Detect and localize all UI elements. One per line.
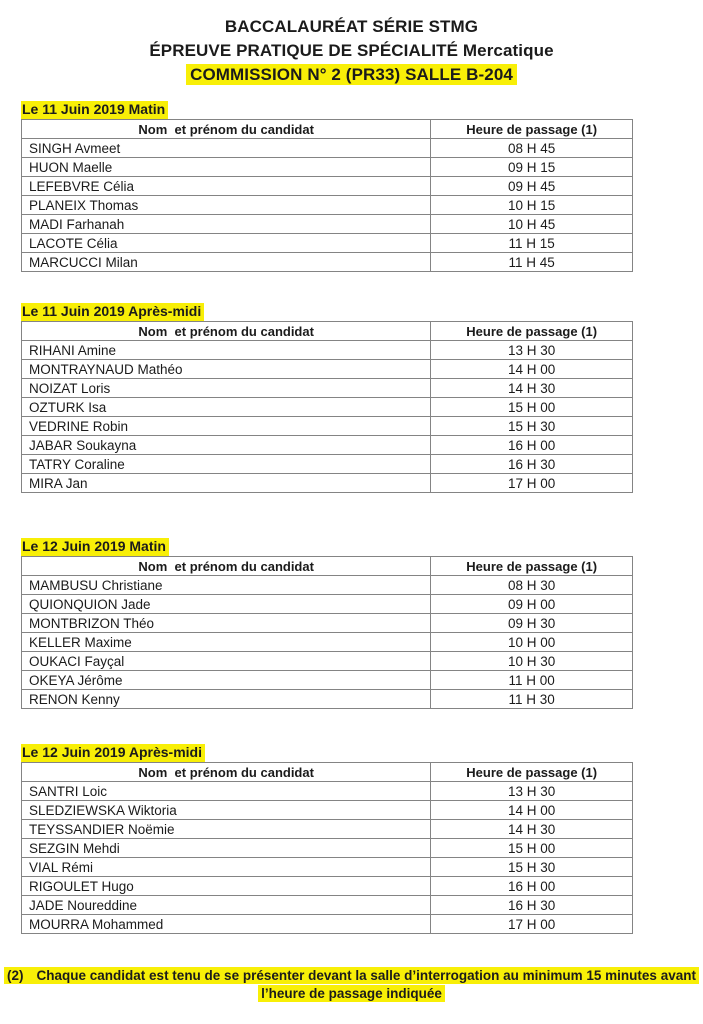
footnote-text-2: l’heure de passage indiquée — [258, 985, 445, 1002]
table-row — [22, 455, 633, 474]
title-line-subject: ÉPREUVE PRATIQUE DE SPÉCIALITÉ Mercatique — [149, 41, 554, 60]
passage-time-cell: 14 H 30 — [431, 820, 633, 839]
passage-time-cell: 16 H 30 — [431, 896, 633, 915]
candidate-name-cell: MADI Farhanah — [22, 215, 431, 234]
table-row — [22, 690, 633, 709]
column-header-name: Nom et prénom du candidat — [22, 120, 431, 139]
footnote-marker: (2) — [7, 968, 24, 983]
session-label: Le 12 Juin 2019 Matin — [21, 538, 169, 556]
column-header-name: Nom et prénom du candidat — [22, 763, 431, 782]
passage-time-cell: 09 H 45 — [431, 177, 633, 196]
candidate-name-cell: QUIONQUION Jade — [22, 595, 431, 614]
table-row — [22, 782, 633, 801]
table-header-row — [22, 322, 633, 341]
candidate-name-cell: MONTBRIZON Théo — [22, 614, 431, 633]
passage-time-cell: 14 H 00 — [431, 801, 633, 820]
session-section — [21, 538, 633, 709]
passage-time-cell: 17 H 00 — [431, 474, 633, 493]
table-row — [22, 820, 633, 839]
table-row — [22, 398, 633, 417]
column-header-time: Heure de passage (1) — [431, 557, 633, 576]
table-row — [22, 158, 633, 177]
column-header-time: Heure de passage (1) — [431, 322, 633, 341]
table-row — [22, 801, 633, 820]
candidate-name-cell: VEDRINE Robin — [22, 417, 431, 436]
candidate-name-cell: JABAR Soukayna — [22, 436, 431, 455]
passage-time-cell: 11 H 00 — [431, 671, 633, 690]
table-row — [22, 436, 633, 455]
candidate-name-cell: MONTRAYNAUD Mathéo — [22, 360, 431, 379]
passage-time-cell: 10 H 45 — [431, 215, 633, 234]
passage-time-cell: 09 H 30 — [431, 614, 633, 633]
passage-time-cell: 13 H 30 — [431, 782, 633, 801]
candidate-name-cell: OZTURK Isa — [22, 398, 431, 417]
schedule-table — [21, 762, 633, 934]
table-row — [22, 671, 633, 690]
table-header-row — [22, 557, 633, 576]
table-row — [22, 379, 633, 398]
table-row — [22, 234, 633, 253]
candidate-name-cell: RIHANI Amine — [22, 341, 431, 360]
passage-time-cell: 09 H 15 — [431, 158, 633, 177]
table-row — [22, 915, 633, 934]
passage-time-cell: 16 H 30 — [431, 455, 633, 474]
passage-time-cell: 16 H 00 — [431, 436, 633, 455]
passage-time-cell: 13 H 30 — [431, 341, 633, 360]
table-row — [22, 177, 633, 196]
candidate-name-cell: RENON Kenny — [22, 690, 431, 709]
passage-time-cell: 11 H 15 — [431, 234, 633, 253]
candidate-name-cell: OKEYA Jérôme — [22, 671, 431, 690]
passage-time-cell: 11 H 30 — [431, 690, 633, 709]
session-section — [21, 303, 633, 493]
passage-time-cell: 14 H 30 — [431, 379, 633, 398]
footnote-text-1: Chaque candidat est tenu de se présenter devant la salle d’interrogation au minimum 15 minutes avant — [36, 968, 696, 983]
passage-time-cell: 09 H 00 — [431, 595, 633, 614]
candidate-name-cell: SLEDZIEWSKA Wiktoria — [22, 801, 431, 820]
passage-time-cell: 10 H 15 — [431, 196, 633, 215]
passage-time-cell: 17 H 00 — [431, 915, 633, 934]
candidate-name-cell: LACOTE Célia — [22, 234, 431, 253]
title-line-exam: BACCALAURÉAT SÉRIE STMG — [224, 17, 479, 36]
candidate-name-cell: HUON Maelle — [22, 158, 431, 177]
passage-time-cell: 11 H 45 — [431, 253, 633, 272]
table-row — [22, 253, 633, 272]
candidate-name-cell: PLANEIX Thomas — [22, 196, 431, 215]
session-section — [21, 744, 633, 934]
session-label: Le 12 Juin 2019 Après-midi — [21, 744, 205, 762]
candidate-name-cell: RIGOULET Hugo — [22, 877, 431, 896]
table-row — [22, 215, 633, 234]
passage-time-cell: 15 H 00 — [431, 839, 633, 858]
schedule-table — [21, 119, 633, 272]
passage-time-cell: 10 H 00 — [431, 633, 633, 652]
session-label: Le 11 Juin 2019 Après-midi — [21, 303, 204, 321]
schedule-sections — [21, 101, 633, 934]
table-header-row — [22, 120, 633, 139]
footnote-line-1-wrap — [0, 967, 703, 984]
passage-time-cell: 08 H 30 — [431, 576, 633, 595]
session-label: Le 11 Juin 2019 Matin — [21, 101, 168, 119]
passage-time-cell: 08 H 45 — [431, 139, 633, 158]
table-row — [22, 417, 633, 436]
table-row — [22, 576, 633, 595]
session-section — [21, 101, 633, 272]
column-header-time: Heure de passage (1) — [431, 120, 633, 139]
candidate-name-cell: SEZGIN Mehdi — [22, 839, 431, 858]
candidate-name-cell: JADE Noureddine — [22, 896, 431, 915]
passage-time-cell: 15 H 30 — [431, 417, 633, 436]
candidate-name-cell: LEFEBVRE Célia — [22, 177, 431, 196]
passage-time-cell: 10 H 30 — [431, 652, 633, 671]
table-row — [22, 196, 633, 215]
schedule-table — [21, 321, 633, 493]
candidate-name-cell: NOIZAT Loris — [22, 379, 431, 398]
document-header — [0, 15, 703, 87]
candidate-name-cell: OUKACI Fayçal — [22, 652, 431, 671]
table-row — [22, 633, 633, 652]
title-line-commission-wrap — [0, 63, 703, 87]
column-header-time: Heure de passage (1) — [431, 763, 633, 782]
column-header-name: Nom et prénom du candidat — [22, 322, 431, 341]
candidate-name-cell: SANTRI Loic — [22, 782, 431, 801]
table-row — [22, 652, 633, 671]
table-row — [22, 341, 633, 360]
table-row — [22, 474, 633, 493]
footnote — [0, 967, 703, 1002]
candidate-name-cell: VIAL Rémi — [22, 858, 431, 877]
table-row — [22, 614, 633, 633]
table-row — [22, 360, 633, 379]
candidate-name-cell: MOURRA Mohammed — [22, 915, 431, 934]
table-row — [22, 139, 633, 158]
table-row — [22, 877, 633, 896]
table-header-row — [22, 763, 633, 782]
passage-time-cell: 15 H 30 — [431, 858, 633, 877]
candidate-name-cell: TATRY Coraline — [22, 455, 431, 474]
table-row — [22, 858, 633, 877]
candidate-name-cell: MIRA Jan — [22, 474, 431, 493]
candidate-name-cell: MARCUCCI Milan — [22, 253, 431, 272]
passage-time-cell: 16 H 00 — [431, 877, 633, 896]
footnote-line-1 — [4, 967, 699, 984]
candidate-name-cell: SINGH Avmeet — [22, 139, 431, 158]
footnote-line-2-wrap — [0, 985, 703, 1002]
passage-time-cell: 14 H 00 — [431, 360, 633, 379]
passage-time-cell: 15 H 00 — [431, 398, 633, 417]
candidate-name-cell: TEYSSANDIER Noëmie — [22, 820, 431, 839]
schedule-table — [21, 556, 633, 709]
column-header-name: Nom et prénom du candidat — [22, 557, 431, 576]
candidate-name-cell: MAMBUSU Christiane — [22, 576, 431, 595]
title-line-commission: COMMISSION N° 2 (PR33) SALLE B-204 — [186, 64, 517, 85]
candidate-name-cell: KELLER Maxime — [22, 633, 431, 652]
table-row — [22, 839, 633, 858]
table-row — [22, 896, 633, 915]
table-row — [22, 595, 633, 614]
